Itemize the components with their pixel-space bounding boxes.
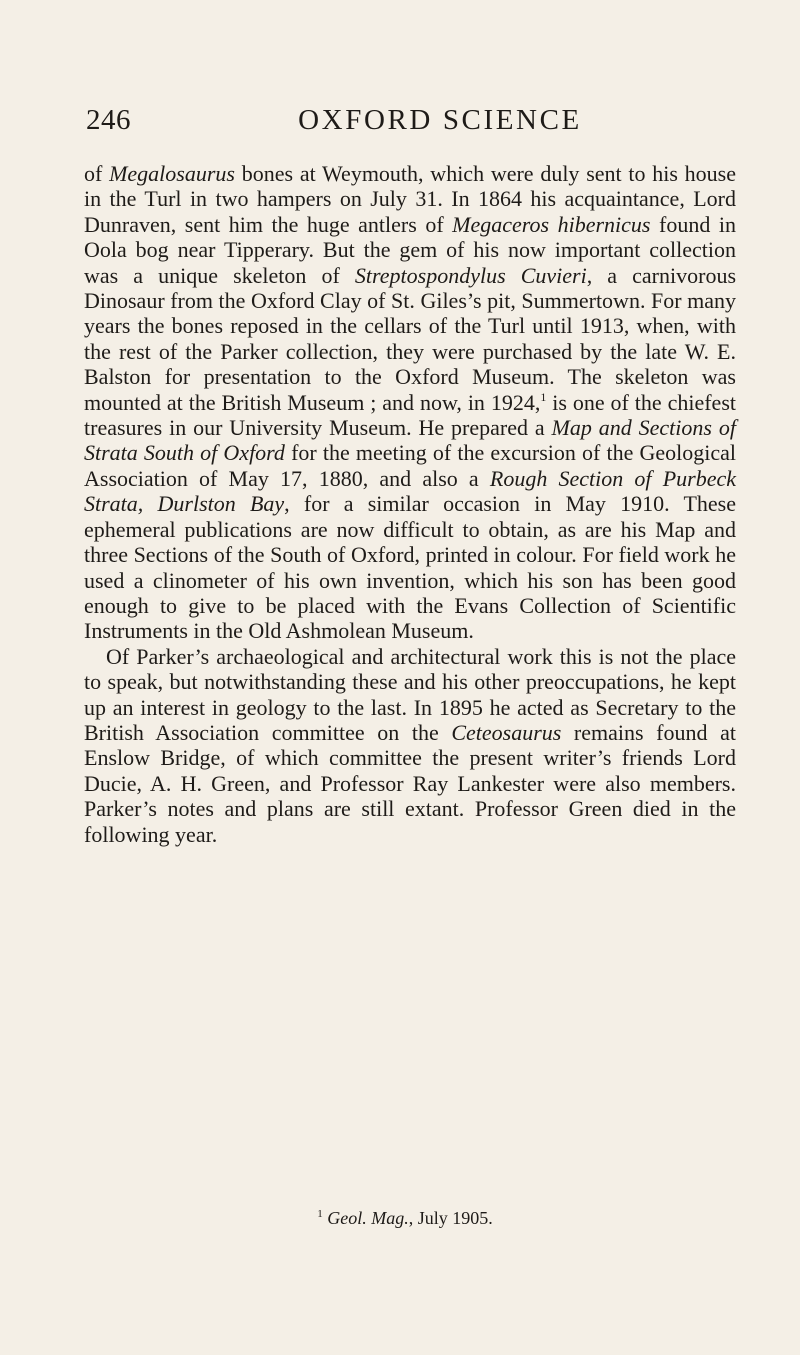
text-run: bones at Weymouth, which were duly sent to his house in the Turl in two hampers on July 31. In 1864 his acquaintance, Lord Dunraven, sent him the huge antlers of [84,161,737,237]
text-run: , for a similar occasion in May 1910. These ephemeral publications are now difficult to obtain, as are his Map and three Sections of the South of Oxford, printed in colour. For field work he used a clinometer of his own invention, which his son has been good enough to give to be placed with the Evans Collection of Scientific Instruments in the Old Ashmolean Museum. [84,491,736,644]
page-number: 246 [86,104,131,136]
text-run: found in Oola bog near Tipperary. But the gem of his now important collection was a unique skeleton of [84,211,736,288]
text-run: Of Parker’s archaeological and architectural work this is not the place to speak, but notwithstanding these and his other preoccupations, he kept up an interest in geology to the last. In 1895 he acted as Secretary to the British Association committee on the [84,643,736,745]
text-run: is one of the chiefest treasures in our University Museum. He prepared a [84,389,736,441]
text-run: remains found at Enslow Bridge, of which committee the present writer’s friends Lord Ducie, A. H. Green, and Professor Ray Lankester were also members. Parker’s notes and plans are still extant. Professor Green died in the following year. [84,719,736,847]
italic-term: Megalosaurus [109,161,235,186]
italic-term: Megaceros hibernicus [452,211,651,237]
italic-term: Ceteosaurus [451,719,562,745]
paragraph [84,644,736,847]
body-text [84,161,736,847]
footnote-marker: 1 [317,1208,323,1220]
footnote [0,1208,800,1229]
footnote-date: , July 1905. [408,1208,493,1228]
paragraph [84,161,736,644]
footnote-reference: 1 [540,389,547,404]
text-run: , a carnivorous Dinosaur from the Oxford Clay of St. Giles’s pit, Summertown. For many years the bones reposed in the cellars of the Turl until 1913, when, with the rest of the Parker collection, they were purchased by the late W. E. Balston for presentation to the Oxford Museum. The skeleton was mounted at the British Museum ; and now, in 1924, [84,262,736,415]
italic-term: Streptospondylus Cuvieri [354,262,587,288]
running-head [86,104,734,144]
italic-title: Map and Sections of Strata South of Oxford [84,415,736,466]
footnote-source: Geol. Mag. [327,1208,409,1228]
italic-title: Rough Section of Purbeck Strata, Durlston Bay [84,465,736,517]
running-title: OXFORD SCIENCE [298,104,582,136]
text-run: for the meeting of the excursion of the Geological Association of May 17, 1880, and also a [84,440,736,491]
text-run: of [84,161,110,186]
